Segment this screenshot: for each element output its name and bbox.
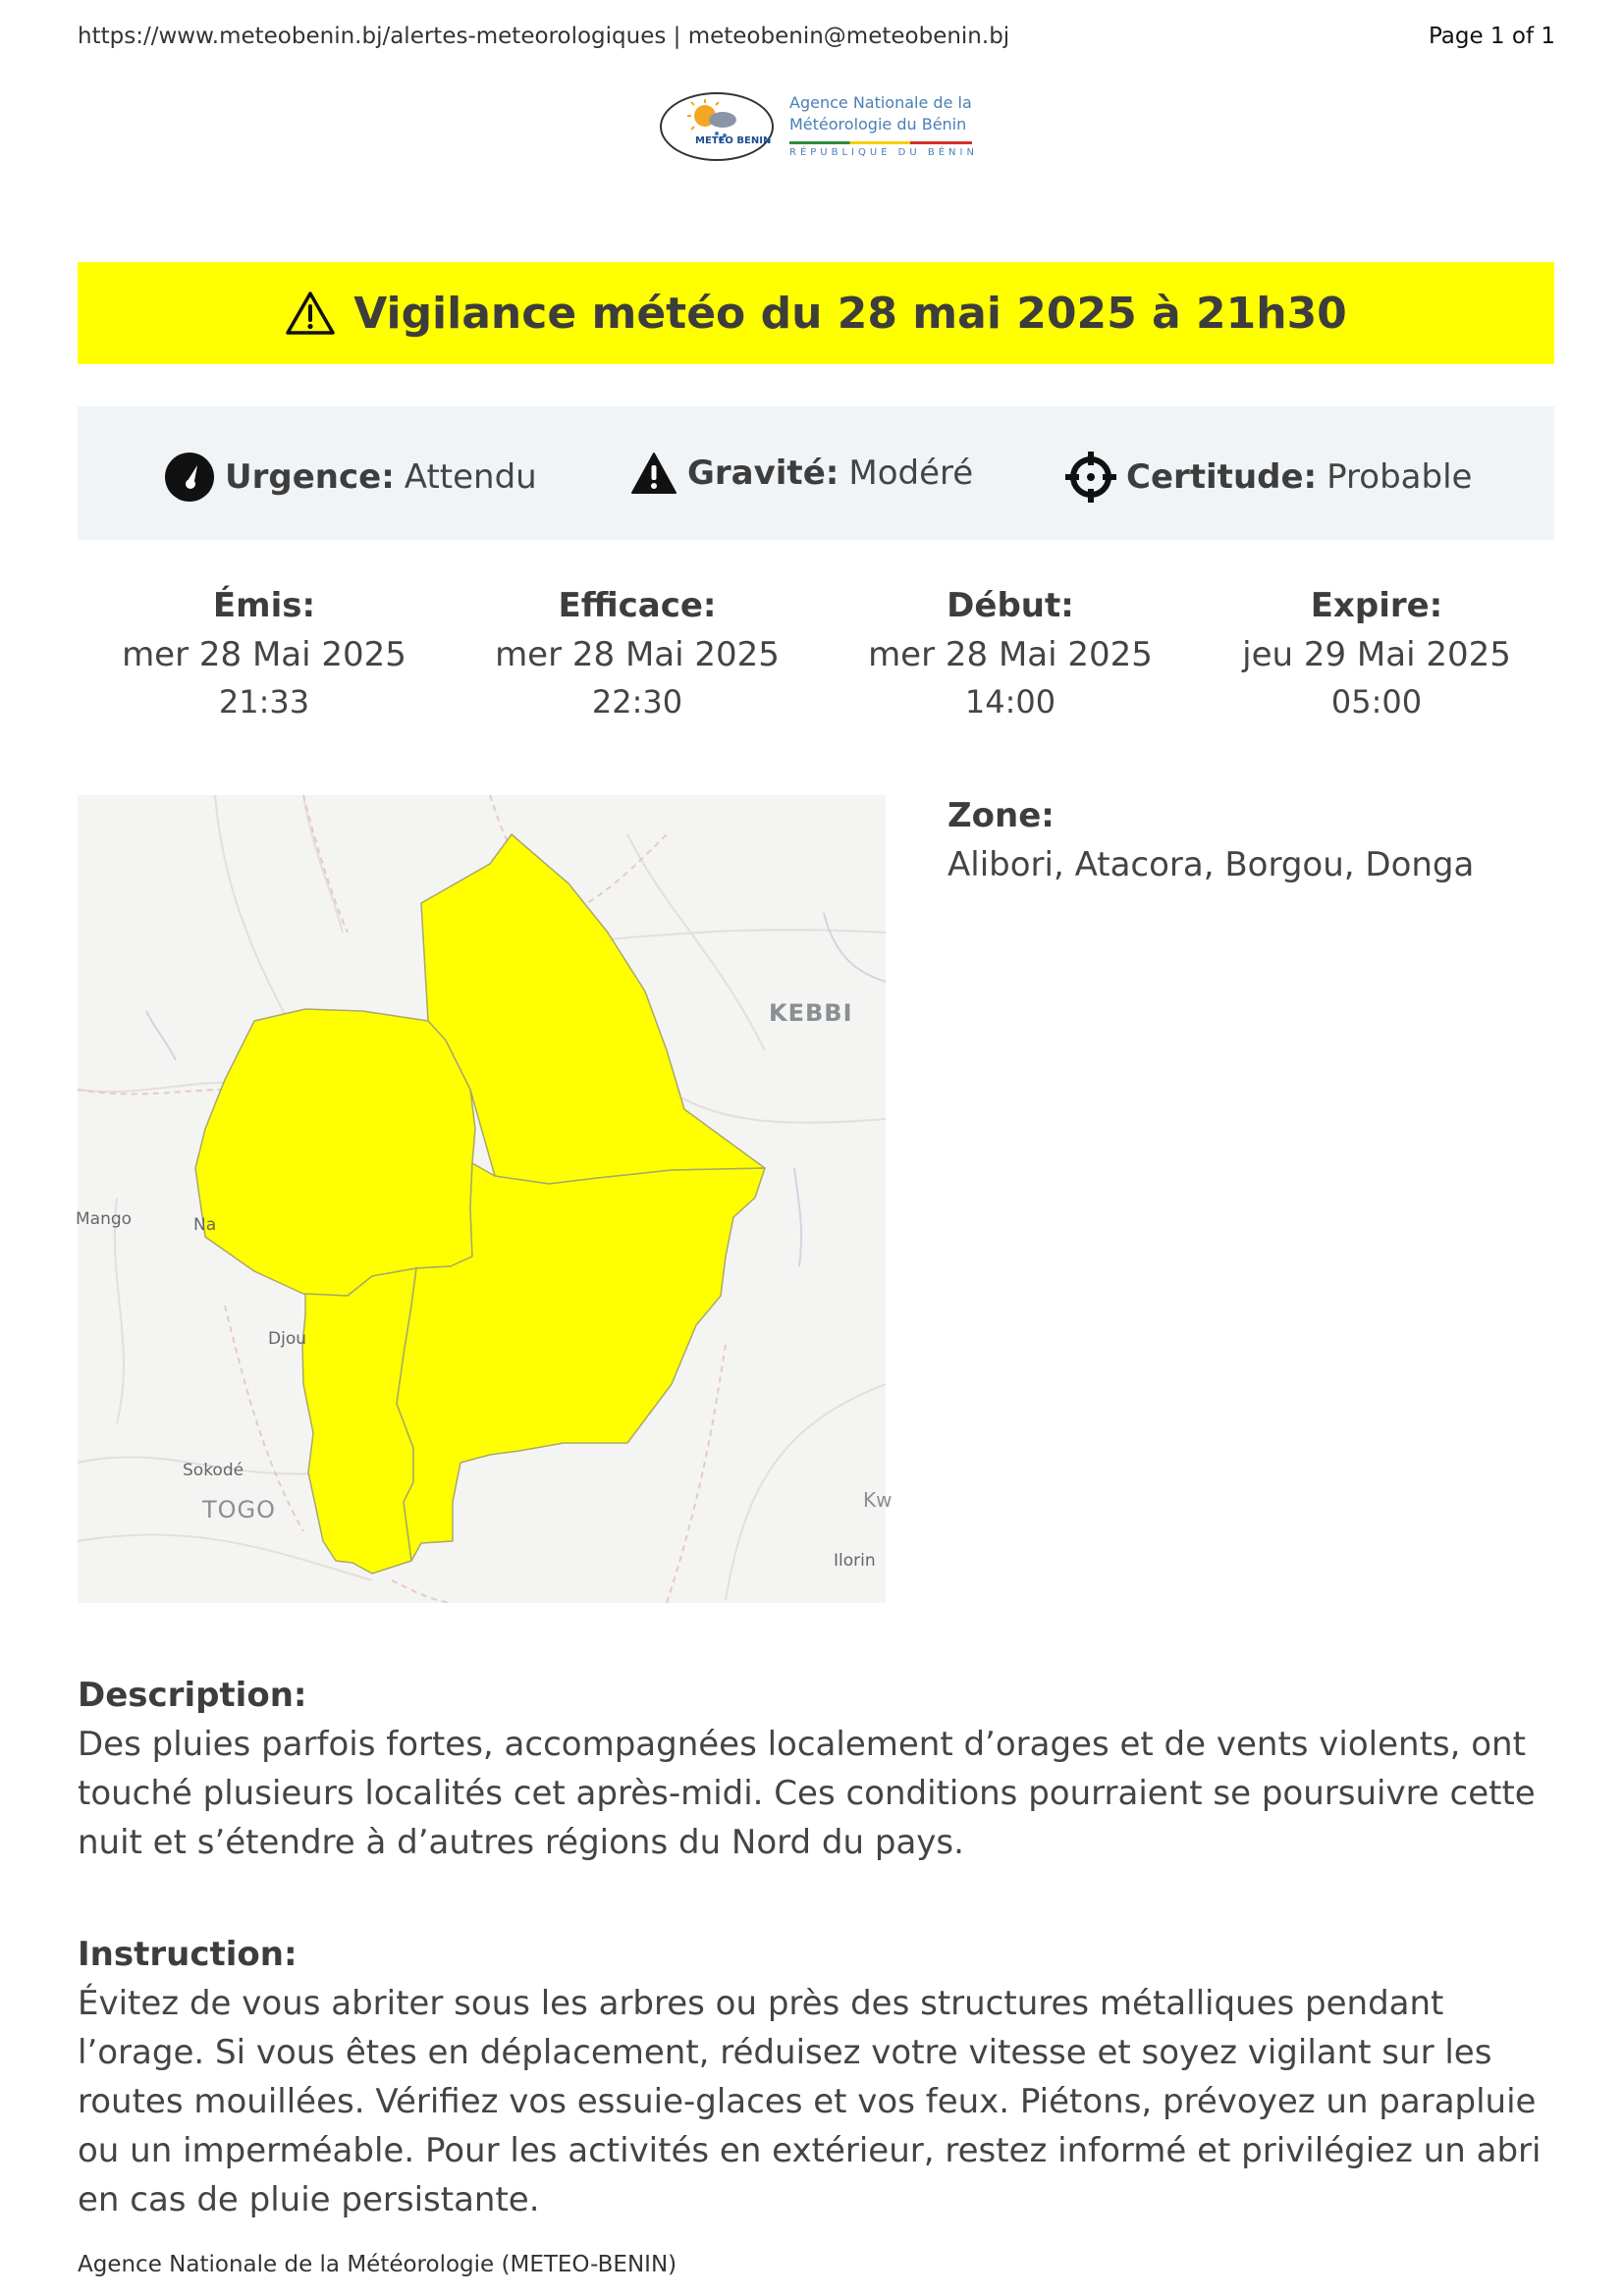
agency-logo [660, 88, 984, 169]
certainty-attribute [1065, 452, 1472, 503]
effective-date [451, 581, 824, 724]
urgency-attribute [164, 452, 537, 503]
onset-day: mer 28 Mai 2025 [868, 635, 1153, 674]
page-indicator: Page 1 of 1 [1428, 24, 1555, 49]
map-label-kebbi: KEBBI [769, 999, 853, 1027]
warning-triangle-icon [285, 291, 336, 336]
alert-banner [78, 262, 1554, 364]
crosshair-icon [1065, 452, 1116, 503]
certainty-value: Probable [1326, 457, 1473, 497]
effective-label: Efficace: [558, 586, 717, 625]
region-atacora [195, 1009, 475, 1296]
map-label-sokode: Sokodé [183, 1461, 244, 1480]
clock-icon [164, 452, 215, 503]
logo-badge-text: METEO BENIN [695, 135, 772, 146]
exclamation-triangle-icon [630, 452, 677, 495]
issued-time: 21:33 [218, 683, 310, 721]
map-label-togo: TOGO [202, 1496, 277, 1523]
expiry-time: 05:00 [1330, 683, 1423, 721]
expiry-label: Expire: [1310, 586, 1443, 625]
effective-day: mer 28 Mai 2025 [495, 635, 780, 674]
instruction-label: Instruction: [78, 1935, 298, 1974]
zone-value: Alibori, Atacora, Borgou, Donga [947, 845, 1475, 884]
issued-date [78, 581, 451, 724]
severity-value: Modéré [848, 454, 974, 493]
urgency-value: Attendu [404, 457, 537, 497]
alert-map-svg [78, 795, 886, 1603]
logo-emblem [660, 92, 774, 161]
alert-title: Vigilance météo du 28 mai 2025 à 21h30 [353, 288, 1347, 339]
alert-map [76, 795, 893, 1603]
flag-divider [789, 141, 972, 144]
map-label-na: Na [193, 1215, 217, 1235]
description-text: Des pluies parfois fortes, accompagnées localement d’orages et de vents violents, ont touché plusieurs localités cet après-midi. Ces conditions pourraient se poursuivre cette nuit et s’étendre à d’autres régions du Nord du pays. [78, 1725, 1536, 1862]
severity-label: Gravité: [687, 454, 839, 493]
issued-day: mer 28 Mai 2025 [122, 635, 406, 674]
logo-country: RÉPUBLIQUE DU BÉNIN [789, 147, 978, 158]
onset-time: 14:00 [964, 683, 1056, 721]
instruction-text: Évitez de vous abriter sous les arbres ou près des structures métalliques pendant l’orage. Si vous êtes en déplacement, réduisez votre vitesse et soyez vigilant sur les routes mouillées. Vérifiez vos essuie-glaces et vos feux. Piétons, prévoyez un parapluie ou un imperméable. Pour les activités en extérieur, restez informé et privilégiez un abri en cas de pluie persistante. [78, 1984, 1542, 2219]
alert-attributes [78, 406, 1554, 540]
footer-agency: Agence Nationale de la Météorologie (METEO-BENIN) [78, 2252, 677, 2277]
severity-attribute [630, 452, 973, 495]
sun-cloud-icon [662, 94, 772, 159]
onset-label: Début: [947, 586, 1074, 625]
source-url: https://www.meteobenin.bj/alertes-meteorologiques | meteobenin@meteobenin.bj [78, 24, 1010, 49]
logo-agency-name: Agence Nationale de la Météorologie du Bénin [789, 93, 972, 133]
instruction-section [78, 1930, 1554, 2224]
effective-time: 22:30 [591, 683, 683, 721]
map-label-kw: Kw [863, 1488, 893, 1512]
issued-label: Émis: [212, 586, 316, 625]
certainty-label: Certitude: [1126, 457, 1318, 497]
description-label: Description: [78, 1676, 307, 1715]
map-label-djou: Djou [268, 1329, 306, 1349]
map-label-ilorin: Ilorin [834, 1551, 876, 1571]
onset-date [824, 581, 1197, 724]
expiry-date [1190, 581, 1563, 724]
expiry-day: jeu 29 Mai 2025 [1242, 635, 1511, 674]
map-label-mango: Mango [76, 1209, 133, 1229]
description-section [78, 1671, 1554, 1867]
zone-section [947, 791, 1474, 889]
region-donga [302, 1268, 416, 1574]
urgency-label: Urgence: [225, 457, 395, 497]
zone-label: Zone: [947, 796, 1055, 835]
